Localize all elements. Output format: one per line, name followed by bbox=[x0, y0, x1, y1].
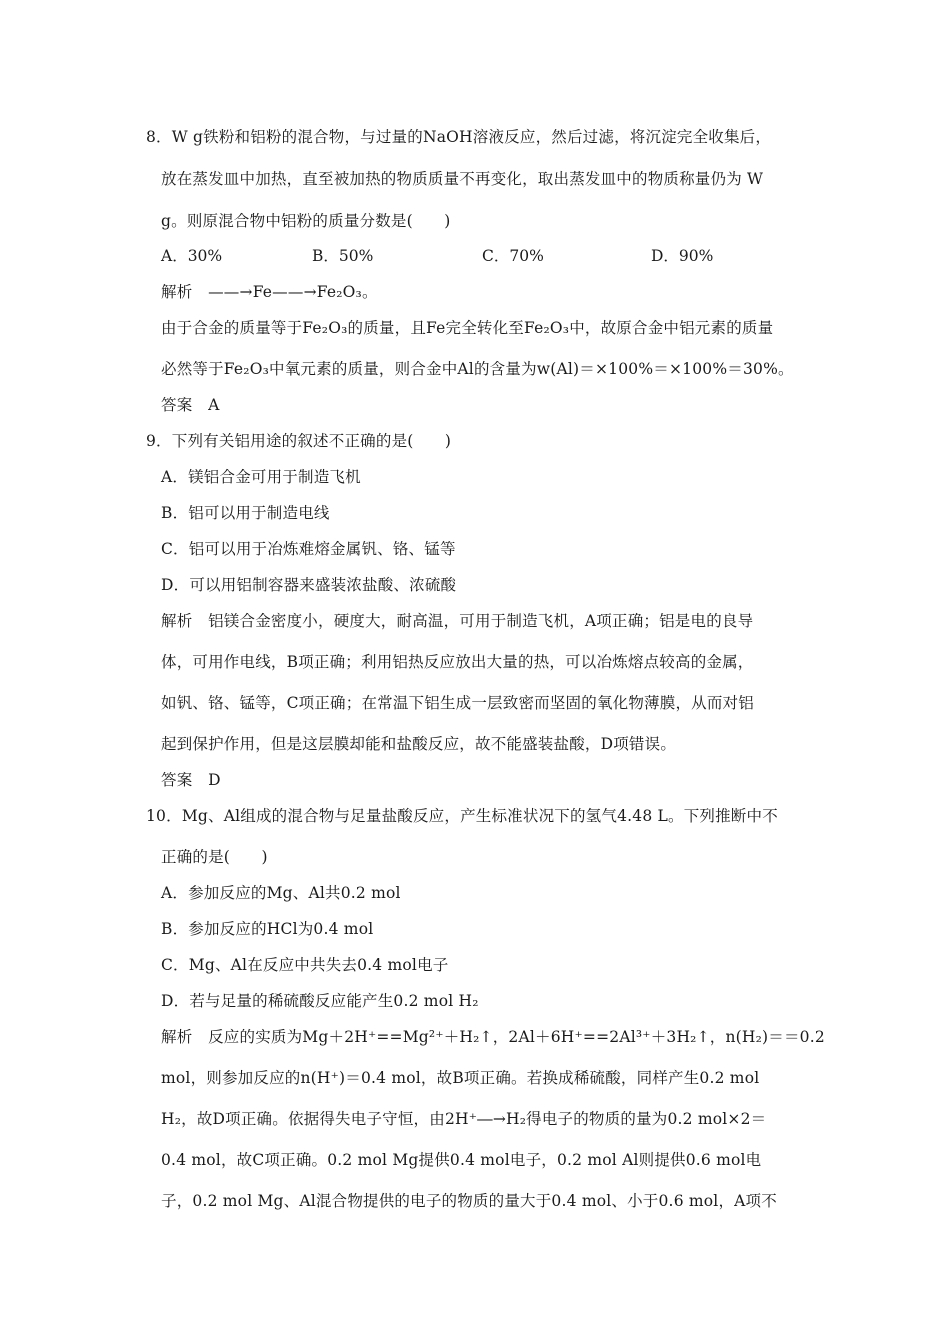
q8-option-b: B．50% bbox=[312, 247, 374, 265]
q10-option-d: D．若与足量的稀硫酸反应能产生0.2 mol H₂ bbox=[161, 992, 479, 1010]
q10-analysis-line-2: mol，则参加反应的n(H⁺)＝0.4 mol，故B项正确。若换成稀硫酸，同样产生0.2 mol bbox=[161, 1069, 760, 1087]
q9-option-d: D．可以用铝制容器来盛装浓盐酸、浓硫酸 bbox=[161, 576, 457, 594]
q10-analysis-line-4: 0.4 mol，故C项正确。0.2 mol Mg提供0.4 mol电子，0.2 mol Al则提供0.6 mol电 bbox=[161, 1151, 762, 1169]
q9-option-c: C．铝可以用于冶炼难熔金属钒、铬、锰等 bbox=[161, 540, 456, 558]
q9-analysis-line-1: 解析 铝镁合金密度小，硬度大，耐高温，可用于制造飞机，A项正确；铝是电的良导 bbox=[161, 612, 754, 630]
q10-option-c: C．Mg、Al在反应中共失去0.4 mol电子 bbox=[161, 956, 449, 974]
q8-analysis-line-1: 解析 ——→Fe——→Fe₂O₃。 bbox=[161, 283, 378, 301]
q8-stem-line-3: g。则原混合物中铝粉的质量分数是( ) bbox=[161, 212, 451, 230]
q9-option-b: B．铝可以用于制造电线 bbox=[161, 504, 330, 522]
q8-analysis-line-3: 必然等于Fe₂O₃中氧元素的质量，则合金中Al的含量为w(Al)＝×100%＝×100%＝30%。 bbox=[161, 360, 794, 378]
q8-stem-line-1: 8．W g铁粉和铝粉的混合物，与过量的NaOH溶液反应，然后过滤，将沉淀完全收集后， bbox=[146, 128, 772, 146]
q8-option-a: A．30% bbox=[161, 247, 223, 265]
q10-option-b: B．参加反应的HCl为0.4 mol bbox=[161, 920, 374, 938]
q10-option-a: A．参加反应的Mg、Al共0.2 mol bbox=[161, 884, 401, 902]
q10-analysis-line-3: H₂，故D项正确。依据得失电子守恒，由2H⁺―→H₂得电子的物质的量为0.2 mol×2＝ bbox=[161, 1110, 767, 1128]
q10-stem-line-2: 正确的是( ) bbox=[161, 848, 268, 866]
q8-option-d: D．90% bbox=[651, 247, 714, 265]
q9-option-a: A．镁铝合金可用于制造飞机 bbox=[161, 468, 361, 486]
q8-option-c: C．70% bbox=[482, 247, 544, 265]
q8-analysis-line-2: 由于合金的质量等于Fe₂O₃的质量，且Fe完全转化至Fe₂O₃中，故原合金中铝元素的质量 bbox=[161, 319, 774, 337]
q9-analysis-line-2: 体，可用作电线，B项正确；利用铝热反应放出大量的热，可以冶炼熔点较高的金属， bbox=[161, 653, 754, 671]
q9-analysis-line-4: 起到保护作用，但是这层膜却能和盐酸反应，故不能盛装盐酸，D项错误。 bbox=[161, 735, 677, 753]
q8-answer: 答案 A bbox=[161, 396, 220, 414]
q10-analysis-line-1: 解析 反应的实质为Mg＋2H⁺==Mg²⁺＋H₂↑，2Al＋6H⁺==2Al³⁺＋3H₂↑，n(H₂)＝＝0.2 bbox=[161, 1028, 825, 1046]
q8-stem-line-2: 放在蒸发皿中加热，直至被加热的物质质量不再变化，取出蒸发皿中的物质称量仍为 W bbox=[161, 170, 764, 188]
q9-analysis-line-3: 如钒、铬、锰等，C项正确；在常温下铝生成一层致密而坚固的氧化物薄膜，从而对铝 bbox=[161, 694, 754, 712]
q9-stem-line-1: 9．下列有关铝用途的叙述不正确的是( ) bbox=[146, 432, 452, 450]
q10-analysis-line-5: 子，0.2 mol Mg、Al混合物提供的电子的物质的量大于0.4 mol、小于0.6 mol，A项不 bbox=[161, 1192, 777, 1210]
q10-stem-line-1: 10．Mg、Al组成的混合物与足量盐酸反应，产生标准状况下的氢气4.48 L。下列推断中不 bbox=[146, 807, 778, 825]
q9-answer: 答案 D bbox=[161, 771, 221, 789]
